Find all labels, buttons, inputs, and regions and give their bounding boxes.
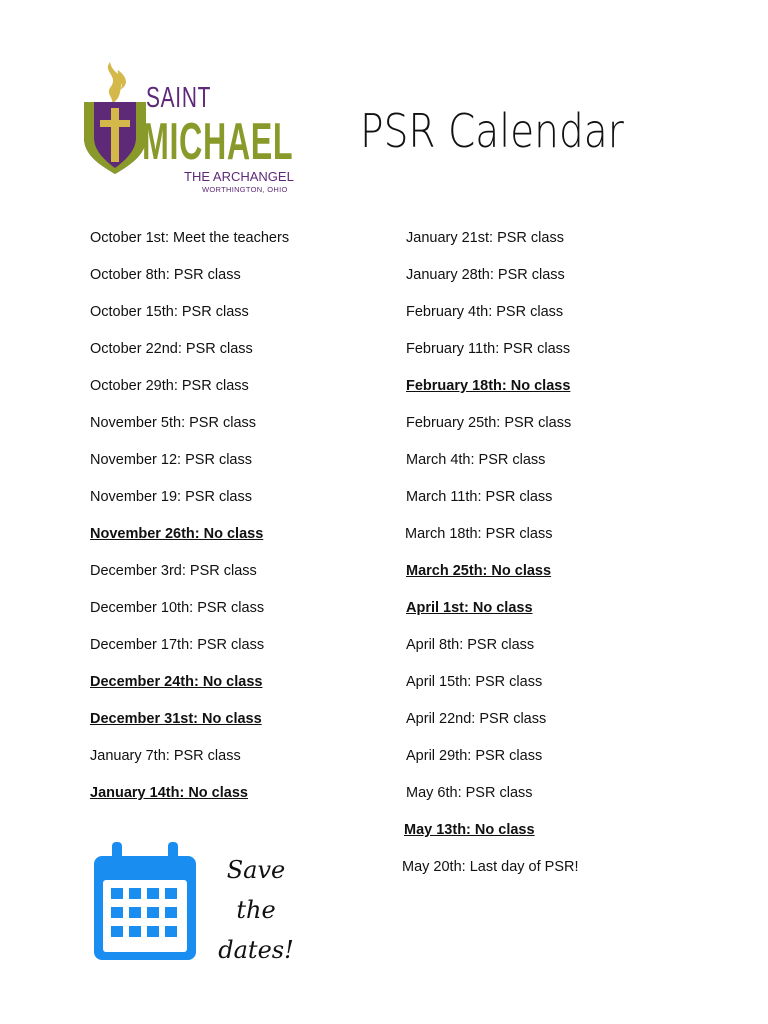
save-word: Save [226, 856, 286, 884]
no-class-entry: January 14th: No class [90, 785, 248, 801]
no-class-entry: November 26th: No class [90, 526, 264, 542]
schedule-entry: March 11th: PSR class [406, 489, 553, 505]
logo-saint-text: SAINT [146, 82, 212, 114]
no-class-entry: December 31st: No class [90, 711, 262, 727]
schedule-entry: January 28th: PSR class [406, 267, 565, 283]
schedule-entry: October 29th: PSR class [90, 378, 249, 394]
schedule-entry: May 6th: PSR class [406, 785, 533, 801]
schedule-entry: February 25th: PSR class [406, 415, 572, 431]
logo-archangel-text: THE ARCHANGEL [184, 169, 294, 184]
schedule-entry: January 21st: PSR class [406, 230, 564, 246]
schedule-entry: November 19: PSR class [90, 489, 252, 505]
logo-michael-text: MICHAEL [142, 113, 294, 171]
no-class-entry: February 18th: No class [406, 378, 571, 394]
no-class-entry: May 13th: No class [404, 822, 535, 838]
schedule-entry: October 22nd: PSR class [90, 341, 253, 357]
schedule-entry: November 5th: PSR class [90, 415, 257, 431]
no-class-entry: December 24th: No class [90, 674, 263, 690]
saint-michael-logo [80, 60, 300, 200]
schedule-entry: January 7th: PSR class [90, 748, 241, 764]
schedule-entry: May 20th: Last day of PSR! [402, 859, 579, 875]
no-class-entry: April 1st: No class [406, 600, 533, 616]
schedule-entry: October 1st: Meet the teachers [90, 230, 290, 246]
logo-city-text: WORTHINGTON, OHIO [202, 185, 288, 194]
calendar-icon [94, 842, 196, 960]
schedule-entry: February 11th: PSR class [406, 341, 571, 357]
schedule-entry: December 10th: PSR class [90, 600, 265, 616]
schedule-entry: October 8th: PSR class [90, 267, 241, 283]
schedule-entry: December 17th: PSR class [90, 637, 265, 653]
schedule-entry: February 4th: PSR class [406, 304, 564, 320]
page-title: PSR Calendar [360, 104, 624, 158]
no-class-entry: March 25th: No class [406, 563, 552, 579]
shield-cross-icon [80, 60, 150, 175]
schedule-entry: April 29th: PSR class [406, 748, 543, 764]
schedule-entry: December 3rd: PSR class [90, 563, 257, 579]
save-the-dates-text [214, 850, 298, 970]
schedule-entry: April 22nd: PSR class [406, 711, 547, 727]
schedule-entry: April 15th: PSR class [406, 674, 543, 690]
the-word: the [236, 896, 276, 924]
schedule-entry: October 15th: PSR class [90, 304, 249, 320]
schedule-entry: March 18th: PSR class [405, 526, 553, 542]
dates-word: dates! [218, 936, 294, 964]
schedule-entry: April 8th: PSR class [406, 637, 535, 653]
schedule-entry: November 12: PSR class [90, 452, 252, 468]
schedule-entry: March 4th: PSR class [406, 452, 546, 468]
